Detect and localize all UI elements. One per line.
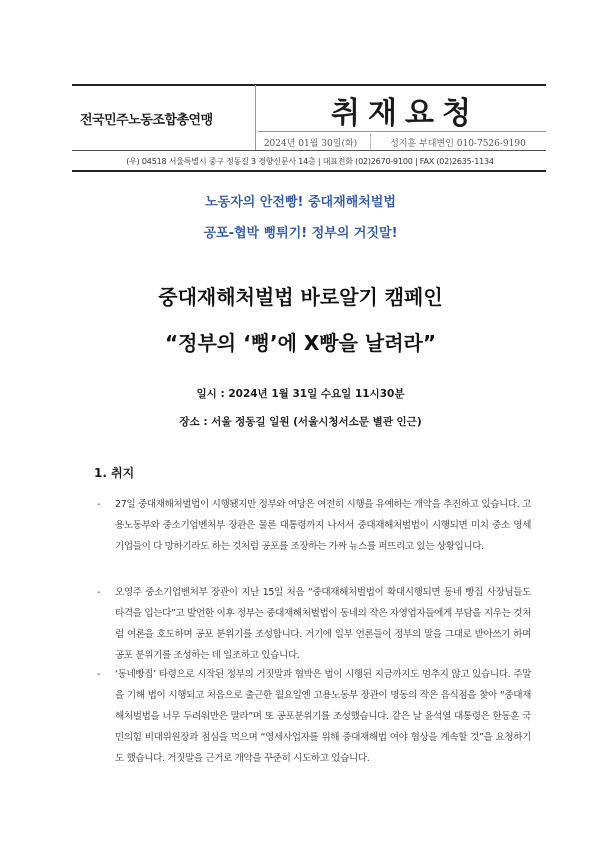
header-top-rule bbox=[72, 84, 546, 86]
bullet-marker: - bbox=[97, 499, 101, 510]
address-line: (우) 04518 서울특별시 중구 정동길 3 경향신문사 14층 | 대표전화 (02)2670-9100 | FAX (02)2635-1134 bbox=[126, 157, 494, 166]
paragraph-2: 오영주 중소기업벤처부 장관이 지난 15일 처음 “중대재해처벌법이 확대시행되면 동네 빵집 사장님들도 타격을 입는다”고 발언한 이후 정부는 중대재해처벌법이 동네의 작은 자영업자들에게 부담을 지우는 것처럼 여론을 호도하며 공포 분위기를 조성합니다. 거기에 일부 언론들이 정부의 말을 그대로 받아쓰기 하며 공포 분위기를 조성하는 데 일조하고 있습니다. bbox=[115, 587, 531, 661]
header-bottom-rule bbox=[72, 150, 546, 151]
contact-info: 성지훈 부대변인 010-7526-9190 bbox=[390, 139, 526, 149]
event-datetime: 일시 : 2024년 1월 31일 수요일 11시30분 bbox=[196, 388, 405, 400]
subtitle-2: 공포-협박 뻥튀기! 정부의 거짓말! bbox=[203, 226, 398, 241]
document-title: 취재요청 bbox=[331, 96, 479, 131]
campaign-slogan: “정부의 ‘뻥’에 X빵을 날려라” bbox=[165, 331, 436, 355]
section-heading: 1. 취지 bbox=[94, 466, 135, 480]
campaign-title: 중대재해처벌법 바로알기 캠페인 bbox=[158, 285, 443, 309]
address-bottom-rule bbox=[72, 170, 546, 172]
organization-name: 전국민주노동조합총연맹 bbox=[80, 113, 213, 128]
header-divider-small bbox=[370, 133, 371, 149]
bullet-marker: - bbox=[97, 587, 101, 598]
paragraph-3: ‘동네빵집’ 타령으로 시작된 정부의 거짓말과 협박은 법이 시행된 지금까지도 멈추지 않고 있습니다. 주말을 기해 법이 시행되고 처음으로 출근한 월요일엔 고용노동부 장관이 명동의 작은 음식점을 찾아 “중대재해처벌법을 너무 두려워만은 말라”며 또 공포분위기를 조성했습니다. 같은 날 윤석열 대통령은 한동훈 국민의힘 비대위원장과 점심을 먹으며 “영세사업자를 위해 중대재해법 여야 협상을 계속할 것”을 요청하기도 했습니다. 거짓말을 근거로 개악을 꾸준히 시도하고 있습니다. bbox=[115, 669, 531, 764]
event-place: 장소 : 서울 정동길 일원 (서울시청서소문 별관 인근) bbox=[179, 416, 422, 428]
bullet-marker: - bbox=[97, 669, 101, 680]
issue-date: 2024년 01월 30일(화) bbox=[263, 139, 358, 149]
paragraph-1: 27일 중대재해처벌법이 시행됐지만 정부와 여당은 여전히 시행을 유예하는 개악을 추진하고 있습니다. 고용노동부와 중소기업벤처부 장관은 물론 대통령까지 나서서 중대재해처벌법이 시행되면 미치 중소 영세기업들이 다 망하기라도 하는 것처럼 공포를 조장하는 가짜 뉴스를 퍼뜨리고 있는 상황입니다. bbox=[115, 499, 531, 552]
subtitle-1: 노동자의 안전빵! 중대재해처벌법 bbox=[205, 195, 396, 210]
